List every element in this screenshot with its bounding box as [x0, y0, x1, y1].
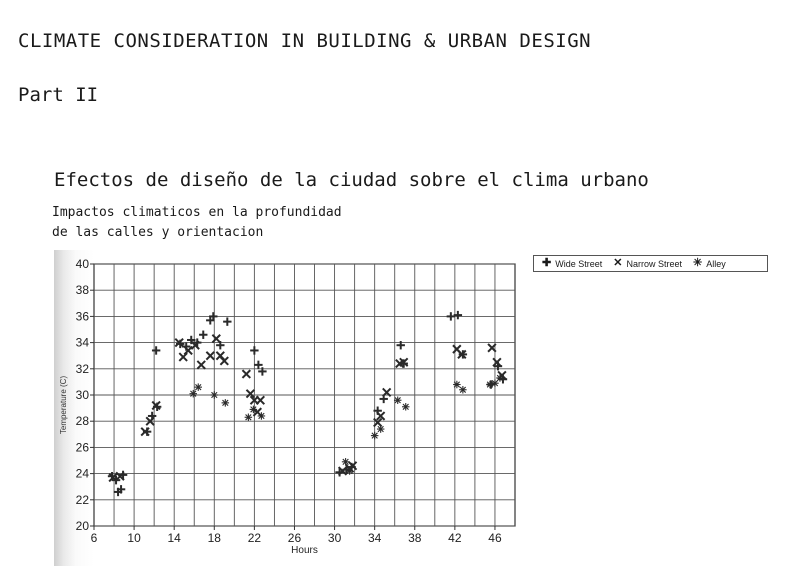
asterisk-data-point: [190, 390, 196, 396]
asterisk-data-point: [497, 375, 503, 381]
x-tick-label: 10: [127, 531, 141, 545]
y-tick-label: 20: [75, 519, 89, 533]
asterisk-data-point: [346, 468, 352, 474]
chart-legend: [533, 255, 768, 272]
x-tick-label: 18: [207, 531, 221, 545]
asterisk-data-point: [460, 387, 466, 393]
legend-label: Alley: [706, 258, 726, 269]
x-tick-label: 38: [408, 531, 422, 545]
page-title: CLIMATE CONSIDERATION IN BUILDING & URBAN DESIGN: [18, 30, 592, 52]
y-tick-label: 40: [75, 257, 89, 271]
x-tick-label: 22: [247, 531, 262, 545]
asterisk-data-point: [222, 400, 228, 406]
x-tick-label: 30: [327, 531, 342, 545]
subtitle-line-2: de las calles y orientacion: [52, 225, 264, 240]
y-axis-label: Temperature (C): [59, 375, 68, 435]
legend-item-alley: [693, 258, 726, 269]
y-tick-label: 38: [75, 283, 89, 298]
asterisk-data-point: [245, 414, 251, 420]
legend-item-narrow-street: [613, 258, 682, 269]
asterisk-data-point: [487, 381, 493, 387]
legend-item-wide-street: [542, 258, 602, 269]
asterisk-data-point: [492, 380, 498, 386]
plus-marker-icon: ✚: [542, 257, 552, 269]
asterisk-marker-icon: ✳: [693, 257, 703, 269]
legend-label: Wide Street: [555, 258, 603, 269]
chart-subtitle: [52, 203, 342, 243]
y-tick-label: 28: [75, 414, 89, 429]
x-axis-label: Hours: [291, 545, 318, 556]
y-tick-label: 34: [75, 335, 89, 350]
y-tick-label: 26: [75, 440, 89, 455]
y-tick-label: 32: [75, 361, 89, 376]
x-marker-icon: ✕: [613, 257, 623, 269]
asterisk-data-point: [377, 426, 383, 432]
asterisk-data-point: [195, 384, 201, 390]
asterisk-data-point: [342, 459, 348, 465]
slide-title: Efectos de diseño de la ciudad sobre el clima urbano: [54, 169, 649, 191]
asterisk-data-point: [395, 397, 401, 403]
legend-label: Narrow Street: [626, 258, 682, 269]
y-tick-label: 22: [75, 492, 89, 507]
x-tick-label: 14: [167, 531, 181, 545]
asterisk-data-point: [454, 381, 460, 387]
asterisk-data-point: [403, 404, 409, 410]
x-tick-label: 42: [448, 531, 462, 545]
x-tick-label: 46: [488, 531, 502, 545]
asterisk-data-point: [258, 413, 264, 419]
part-label: Part II: [18, 84, 99, 106]
asterisk-data-point: [371, 432, 377, 438]
asterisk-data-point: [250, 406, 256, 412]
x-tick-label: 26: [287, 531, 302, 545]
x-tick-label: 6: [90, 531, 98, 545]
asterisk-data-point: [211, 392, 217, 398]
scatter-chart: [54, 250, 520, 566]
y-tick-label: 30: [75, 388, 89, 402]
x-tick-label: 34: [367, 531, 382, 545]
y-tick-label: 36: [75, 309, 89, 324]
y-tick-label: 24: [75, 466, 89, 481]
subtitle-line-1: Impactos climaticos en la profundidad: [52, 205, 342, 220]
